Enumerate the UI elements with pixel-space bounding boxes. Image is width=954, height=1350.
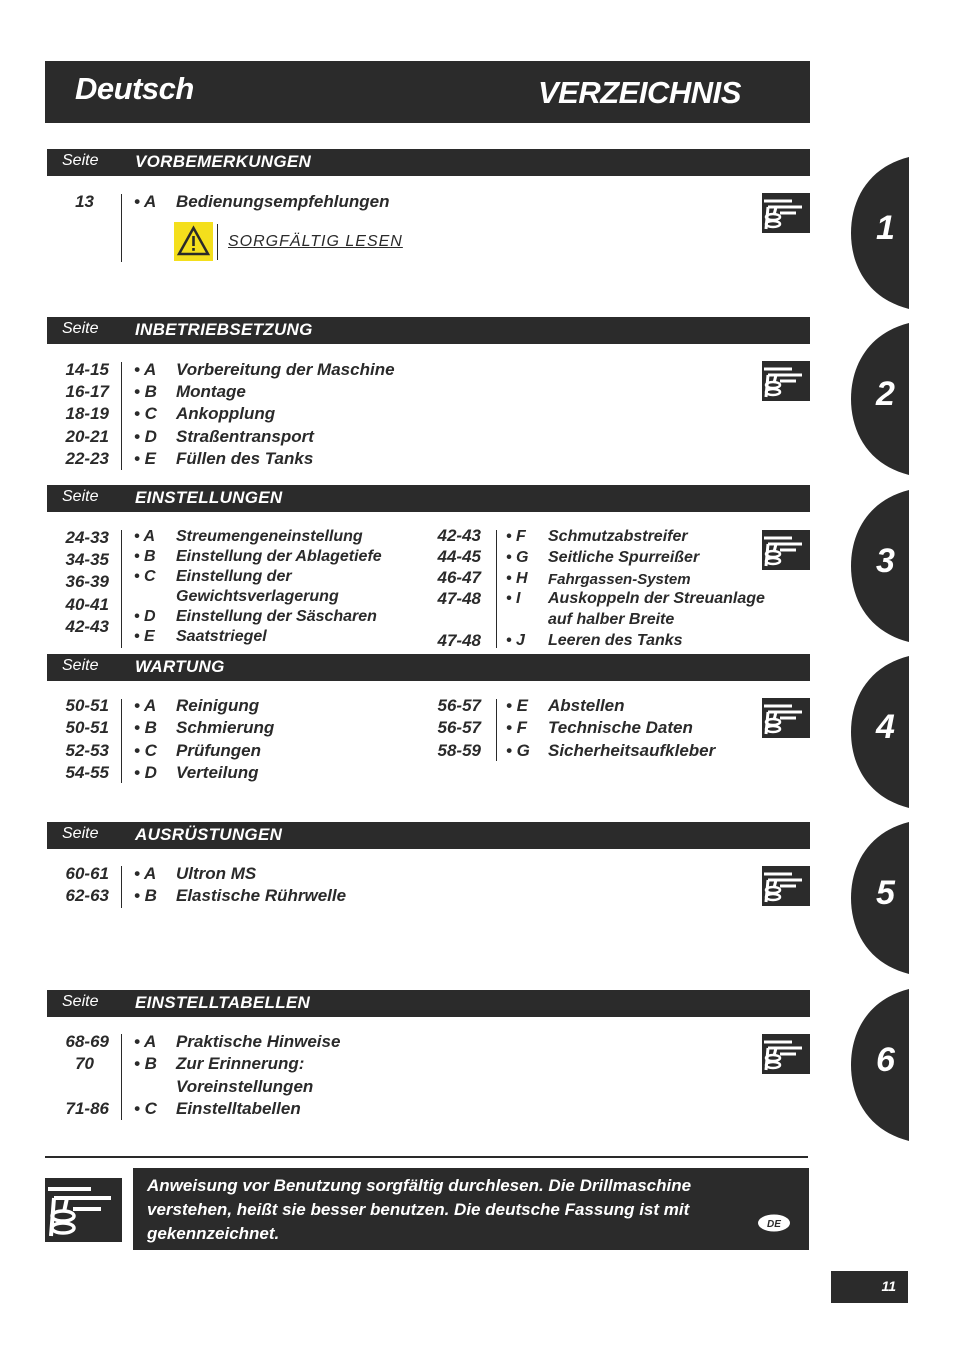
entry-bullet: • C	[134, 568, 156, 585]
section-header-ausruestungen	[47, 822, 810, 849]
toc-entry-streumengeneinstellung[interactable]: Streumengeneinstellung	[176, 528, 363, 545]
page-title: VERZEICHNIS	[538, 75, 741, 110]
toc-entry-abstellen[interactable]: Abstellen	[548, 696, 625, 715]
seite-label: Seite	[62, 488, 99, 505]
column-divider	[121, 866, 122, 908]
entry-bullet: • A	[134, 528, 156, 545]
section-header-einstellungen	[47, 485, 810, 512]
manual-hand-icon	[45, 1178, 122, 1242]
entry-bullet: • A	[134, 1032, 157, 1051]
section-title: WARTUNG	[135, 657, 225, 676]
entry-bullet: • D	[134, 427, 157, 446]
toc-entry-ruehrwelle[interactable]: Elastische Rührwelle	[176, 886, 347, 905]
section-header-vorbemerkungen	[47, 149, 810, 176]
entry-page: 13	[75, 192, 94, 211]
de-badge-icon	[757, 1214, 791, 1232]
language-label: Deutsch	[75, 71, 194, 106]
section-title: INBETRIEBSETZUNG	[135, 320, 313, 339]
entry-bullet: • C	[134, 1099, 157, 1118]
entry-bullet: • C	[134, 404, 157, 423]
toc-entry-reinigung[interactable]: Reinigung	[176, 696, 260, 715]
entry-page: 60-61	[65, 864, 109, 883]
entry-bullet: • H	[506, 570, 528, 587]
entry-page: 34-35	[65, 550, 109, 569]
seite-label: Seite	[62, 825, 99, 842]
footer-note-text: Anweisung vor Benutzung sorgfältig durchlesen. Die Drillmaschine verstehen, heißt sie besser benutzen. Die deutsche Fassung ist mit gekennzeichnet.	[147, 1176, 692, 1243]
manual-hand-icon	[762, 530, 810, 570]
entry-bullet: • J	[506, 632, 525, 649]
entry-page: 54-55	[65, 763, 109, 782]
section-title: AUSRÜSTUNGEN	[135, 825, 283, 844]
toc-entry-pruefungen[interactable]: Prüfungen	[176, 741, 261, 760]
entry-page: 47-48	[437, 589, 481, 608]
entry-page: 22-23	[65, 449, 109, 468]
toc-entry-sicherheitsaufkleber[interactable]: Sicherheitsaufkleber	[548, 741, 716, 760]
entry-bullet: • F	[506, 718, 528, 737]
entry-bullet: • D	[134, 763, 157, 782]
entry-page: 62-63	[65, 886, 109, 905]
entry-bullet: • C	[134, 741, 157, 760]
chapter-tab-number: 3	[876, 542, 895, 580]
column-divider	[121, 530, 122, 648]
seite-label: Seite	[62, 993, 99, 1010]
chapter-tab-number: 6	[876, 1041, 895, 1079]
entry-bullet: • F	[506, 528, 526, 545]
entry-bullet: • B	[134, 886, 157, 905]
toc-entry-technische-daten[interactable]: Technische Daten	[548, 718, 693, 737]
page-number: 11	[881, 1278, 896, 1294]
footer-note-box	[133, 1168, 809, 1250]
chapter-tab-number: 2	[876, 375, 895, 413]
entry-page: 56-57	[437, 696, 481, 715]
seite-label: Seite	[62, 657, 99, 674]
manual-hand-icon	[762, 866, 810, 906]
column-divider	[496, 530, 497, 648]
entry-page: 68-69	[65, 1032, 109, 1051]
toc-entry-einstelltabellen[interactable]: Einstelltabellen	[176, 1099, 301, 1118]
toc-entry-bedienungsempfehlungen[interactable]: Bedienungsempfehlungen	[176, 192, 390, 211]
entry-page: 44-45	[437, 547, 481, 566]
chapter-tab-number: 4	[876, 708, 895, 746]
entry-page: 52-53	[65, 741, 109, 760]
entry-bullet: • G	[506, 549, 529, 566]
seite-label: Seite	[62, 152, 99, 169]
column-divider	[496, 699, 497, 761]
toc-entry-ablagetiefe[interactable]: Einstellung der Ablagetiefe	[176, 548, 382, 565]
entry-bullet: • A	[134, 864, 157, 883]
entry-bullet: • G	[506, 741, 530, 760]
chapter-tab-number: 5	[876, 874, 895, 912]
warning-divider	[217, 224, 218, 260]
entry-bullet: • B	[134, 548, 156, 565]
entry-page: 24-33	[65, 528, 109, 547]
entry-page: 58-59	[437, 741, 481, 760]
entry-bullet: • B	[134, 718, 157, 737]
column-divider	[121, 699, 122, 783]
chapter-tab-number: 1	[876, 209, 895, 247]
toc-entry-einstellung-der[interactable]: Einstellung der	[176, 568, 292, 585]
entry-bullet: • E	[506, 696, 529, 715]
toc-entry-ankopplung[interactable]: Ankopplung	[176, 404, 276, 423]
toc-entry-ultron[interactable]: Ultron MS	[176, 864, 257, 883]
entry-page: 56-57	[437, 718, 481, 737]
entry-page: 50-51	[65, 718, 109, 737]
entry-page: 40-41	[65, 595, 109, 614]
entry-page: 16-17	[65, 382, 109, 401]
entry-page: 70	[75, 1054, 94, 1073]
toc-entry-leeren-tanks[interactable]: Leeren des Tanks	[548, 632, 683, 649]
manual-hand-icon	[762, 193, 810, 233]
footer-separator	[45, 1156, 808, 1158]
entry-bullet: • A	[134, 360, 157, 379]
manual-hand-icon	[762, 698, 810, 738]
entry-bullet: • A	[134, 696, 157, 715]
seite-label: Seite	[62, 320, 99, 337]
toc-entry-praktische-hinweise[interactable]: Praktische Hinweise	[176, 1032, 341, 1051]
section-title: EINSTELLUNGEN	[135, 488, 283, 507]
toc-entry-fahrgassen[interactable]: Fahrgassen-System	[548, 571, 691, 588]
warning-text: SORGFÄLTIG LESEN	[228, 233, 403, 250]
entry-bullet: • A	[134, 192, 157, 211]
section-title: EINSTELLTABELLEN	[135, 993, 311, 1012]
section-header-inbetriebsetzung	[47, 317, 810, 344]
section-header-einstelltabellen	[47, 990, 810, 1017]
toc-entry-gewichtsverlagerung[interactable]: Gewichtsverlagerung	[176, 588, 339, 605]
entry-page: 42-43	[65, 617, 109, 636]
entry-bullet: • D	[134, 608, 156, 625]
toc-entry-schmierung[interactable]: Schmierung	[176, 718, 275, 737]
entry-page: 71-86	[65, 1099, 109, 1118]
toc-entry-fuellen[interactable]: Füllen des Tanks	[176, 449, 314, 468]
manual-hand-icon	[762, 361, 810, 401]
toc-entry-spurreisser[interactable]: Seitliche Spurreißer	[548, 549, 700, 566]
toc-entry-voreinstellungen[interactable]: Voreinstellungen	[176, 1077, 314, 1096]
page-number-box	[831, 1271, 908, 1303]
entry-page: 42-43	[437, 526, 481, 545]
section-title: VORBEMERKUNGEN	[135, 152, 312, 171]
entry-page: 18-19	[65, 404, 109, 423]
entry-bullet: • E	[134, 628, 155, 645]
entry-page: 50-51	[65, 696, 109, 715]
entry-bullet: • B	[134, 1054, 157, 1073]
entry-bullet: • I	[506, 590, 521, 607]
warning-triangle-icon	[174, 222, 213, 261]
toc-entry-vorbereitung[interactable]: Vorbereitung der Maschine	[176, 360, 395, 379]
toc-entry-verteilung[interactable]: Verteilung	[176, 763, 259, 782]
manual-hand-icon	[762, 1034, 810, 1074]
entry-bullet: • E	[134, 449, 157, 468]
entry-page: 36-39	[65, 572, 109, 591]
entry-page: 47-48	[437, 631, 481, 650]
toc-entry-montage[interactable]: Montage	[176, 382, 246, 401]
entry-bullet: • B	[134, 382, 157, 401]
toc-entry-schmutzabstreifer[interactable]: Schmutzabstreifer	[548, 528, 688, 545]
toc-entry-zur-erinnerung[interactable]: Zur Erinnerung:	[176, 1054, 305, 1073]
section-header-wartung	[47, 654, 810, 681]
entry-page: 14-15	[65, 360, 109, 379]
column-divider	[121, 362, 122, 470]
toc-entry-saatstriegel[interactable]: Saatstriegel	[176, 628, 267, 645]
toc-entry-strassentransport[interactable]: Straßentransport	[176, 427, 314, 446]
entry-page: 20-21	[65, 427, 109, 446]
column-divider	[121, 1034, 122, 1120]
de-badge-label: DE	[767, 1219, 781, 1230]
toc-entry-halbe-breite[interactable]: auf halber Breite	[548, 611, 675, 628]
toc-entry-auskoppeln[interactable]: Auskoppeln der Streuanlage	[548, 590, 765, 607]
column-divider	[121, 194, 122, 262]
entry-page: 46-47	[437, 568, 481, 587]
toc-entry-saescharen[interactable]: Einstellung der Säscharen	[176, 608, 377, 625]
